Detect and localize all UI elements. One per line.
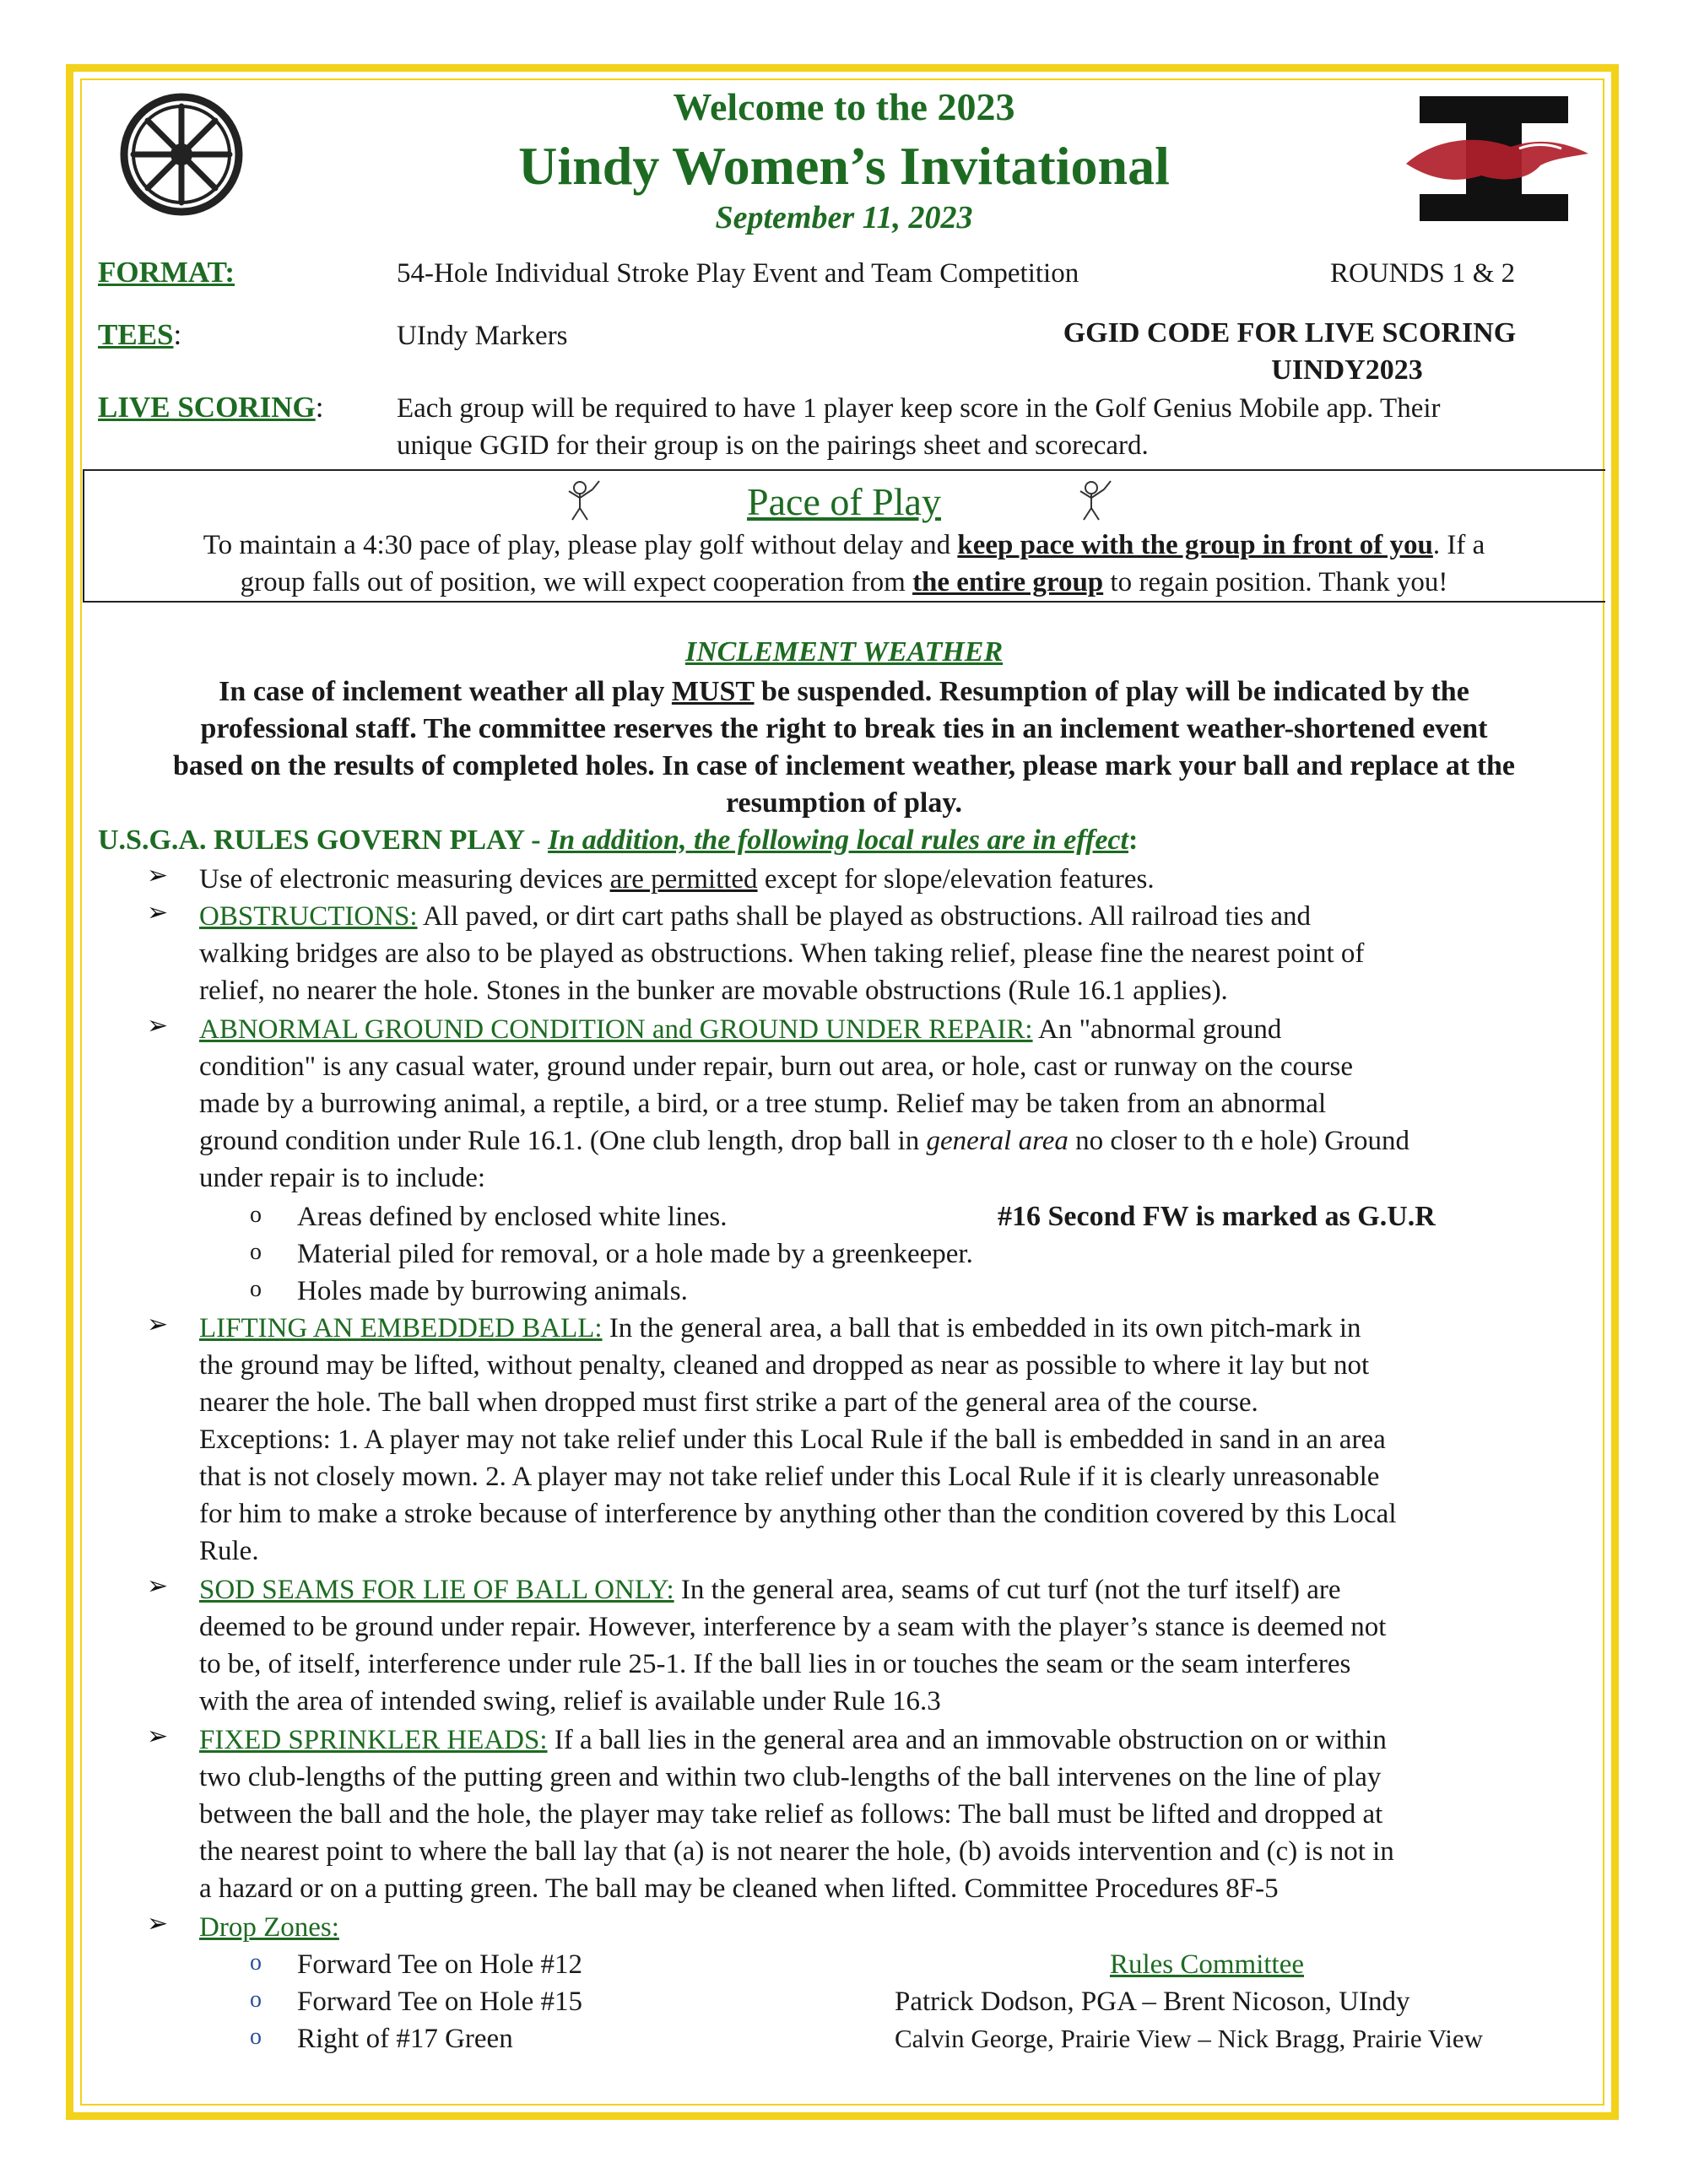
circle-bullet-icon: o — [250, 1239, 262, 1265]
abnormal-ground-label: ABNORMAL GROUND CONDITION and GROUND UNDER REPAIR: — [199, 1014, 1033, 1045]
arrow-bullet-icon: ➢ — [147, 1311, 169, 1338]
arrow-bullet-icon: ➢ — [147, 1012, 169, 1040]
live-scoring-label-group — [98, 391, 323, 424]
rule-bullet-obstructions: ➢ OBSTRUCTIONS: All paved, or dirt cart paths shall be played as obstructions. All railroad ties and walking bridges are also to be played as obstructions. When taking relief, please fine the nearest point of relief, no nearer the hole. Stones in the bunker are movable obstructions (Rule 16.1 applies). — [147, 899, 1365, 1006]
rule-bullet-sprinkler-heads: ➢ FIXED SPRINKLER HEADS: If a ball lies in the general area and an immovable obstruction on or within two club-lengths of the putting green and within two club-lengths of the ball intervenes on the line of play between the ball and the hole, the player may take relief as follows: The ball must be lifted and dropped at the nearest point to where the ball lay that (a) is not nearer the hole, (b) avoids intervention and (c) is not in a hazard or on a putting green. The ball may be cleaned when lifted. Committee Procedures 8F-5 — [147, 1722, 1394, 1904]
gur-item-1: Areas defined by enclosed white lines. — [297, 1202, 728, 1232]
rule-bullet-sod-seams: ➢ SOD SEAMS FOR LIE OF BALL ONLY: In the general area, seams of cut turf (not the turf itself) are deemed to be ground under repair. However, interference by a seam with the player’s stance is deemed not to be, of itself, interference under rule 25-1. If the ball lies in or touches the seam or the seam interferes with the area of intended swing, relief is available under Rule 16.3 — [147, 1572, 1387, 1716]
ggid-code: UINDY2023 — [1271, 354, 1423, 386]
circle-bullet-icon: o — [250, 2024, 262, 2050]
arrow-bullet-icon: ➢ — [147, 1910, 169, 1938]
rule-bullet-drop-zones — [147, 1909, 1582, 1946]
tees-value: UIndy Markers — [397, 321, 568, 351]
arrow-bullet-icon: ➢ — [147, 899, 169, 927]
ggid-title: GGID CODE FOR LIVE SCORING — [1063, 317, 1517, 349]
drop-zones-label: Drop Zones: — [199, 1912, 339, 1943]
page-title: Uindy Women’s Invitational — [518, 136, 1170, 196]
arrow-bullet-icon: ➢ — [147, 1722, 169, 1750]
sod-seams-label: SOD SEAMS FOR LIE OF BALL ONLY: — [199, 1575, 674, 1605]
embedded-ball-label: LIFTING AN EMBEDDED BALL: — [199, 1313, 603, 1343]
rounds-value: ROUNDS 1 & 2 — [1330, 258, 1516, 289]
arrow-bullet-icon: ➢ — [147, 1572, 169, 1600]
obstructions-label: OBSTRUCTIONS: — [199, 901, 418, 932]
weather-line-4: resumption of play. — [726, 787, 962, 819]
gur-item-3: Holes made by burrowing animals. — [297, 1276, 688, 1306]
rule-bullet-embedded-ball: ➢ LIFTING AN EMBEDDED BALL: In the general area, a ball that is embedded in its own pitch-mark in the ground may be lifted, without penalty, cleaned and dropped as near as possible to where it lay but not nearer the hole. The ball when dropped must first strike a part of the general area of the course. Exceptions: 1. A player may not take relief under this Local Rule if the ball is embedded in sand in an area that is not closely mown. 2. A player may not take relief under this Local Rule if it is clearly unreasonable for him to make a stroke because of interference by anything other than the condition covered by this Local Rule. — [147, 1311, 1397, 1566]
circle-bullet-icon: o — [250, 1202, 262, 1228]
rule-bullet-abnormal-ground: ➢ ABNORMAL GROUND CONDITION and GROUND UNDER REPAIR: An "abnormal ground condition" is any casual water, ground under repair, burn out area, or hole, cast or runway on the course made by a burrowing animal, a reptile, a bird, or a tree stump. Relief may be taken from an abnormal ground condition under Rule 16.1. (One club length, drop ball in general area no closer to th e hole) Ground under repair is to include: — [147, 1012, 1409, 1193]
live-colon: : — [315, 391, 324, 424]
live-scoring-line-1: Each group will be required to have 1 player keep score in the Golf Genius Mobile app. Their — [397, 393, 1441, 424]
arrow-bullet-icon: ➢ — [147, 862, 169, 889]
circle-bullet-icon: o — [250, 1949, 262, 1976]
weather-line-1: In case of inclement weather all play MUST be suspended. Resumption of play will be indicated by the — [219, 676, 1469, 707]
drop-zone-1: Forward Tee on Hole #12 — [297, 1949, 583, 1980]
weather-line-3: based on the results of completed holes. In case of inclement weather, please mark your ball and replace at the — [172, 750, 1516, 781]
live-scoring-line-2: unique GGID for their group is on the pairings sheet and scorecard. — [397, 430, 1149, 461]
pace-line-1: To maintain a 4:30 pace of play, please play golf without delay and keep pace with the group in front of you. If a — [203, 530, 1485, 560]
live-scoring-label: LIVE SCORING — [98, 391, 316, 424]
weather-title: INCLEMENT WEATHER — [684, 636, 1004, 668]
rule-bullet-measuring: ➢ Use of electronic measuring devices are permitted except for slope/elevation features. — [147, 862, 1155, 895]
committee-line-1: Patrick Dodson, PGA – Brent Nicoson, UIndy — [895, 1987, 1410, 2017]
tees-label: TEES — [98, 318, 174, 351]
circle-bullet-icon: o — [250, 1276, 262, 1302]
rules-heading: U.S.G.A. RULES GOVERN PLAY - In addition, the following local rules are in effect: — [98, 824, 1139, 856]
gur-note: #16 Second FW is marked as G.U.R — [998, 1201, 1436, 1232]
gur-item-2: Material piled for removal, or a hole made by a greenkeeper. — [297, 1239, 973, 1269]
weather-line-2: professional staff. The committee reserves the right to break ties in an inclement weather-shortened event — [200, 713, 1488, 744]
drop-zone-2: Forward Tee on Hole #15 — [297, 1987, 583, 2017]
pace-title: Pace of Play — [747, 480, 941, 523]
sprinkler-heads-label: FIXED SPRINKLER HEADS: — [199, 1725, 548, 1755]
committee-line-2: Calvin George, Prairie View – Nick Bragg, Prairie View — [895, 2024, 1484, 2053]
tees-label-group — [98, 318, 181, 352]
drop-zone-3: Right of #17 Green — [297, 2024, 513, 2054]
event-date: September 11, 2023 — [715, 200, 973, 235]
format-value: 54-Hole Individual Stroke Play Event and Team Competition — [397, 258, 1079, 289]
pace-line-2: group falls out of position, we will expect cooperation from the entire group to regain position. Thank you! — [240, 567, 1448, 597]
rules-committee-title: Rules Committee — [1109, 1949, 1305, 1980]
circle-bullet-icon: o — [250, 1987, 262, 2013]
tees-colon: : — [173, 318, 182, 351]
format-label: FORMAT: — [98, 256, 235, 289]
welcome-line: Welcome to the 2023 — [673, 85, 1015, 128]
